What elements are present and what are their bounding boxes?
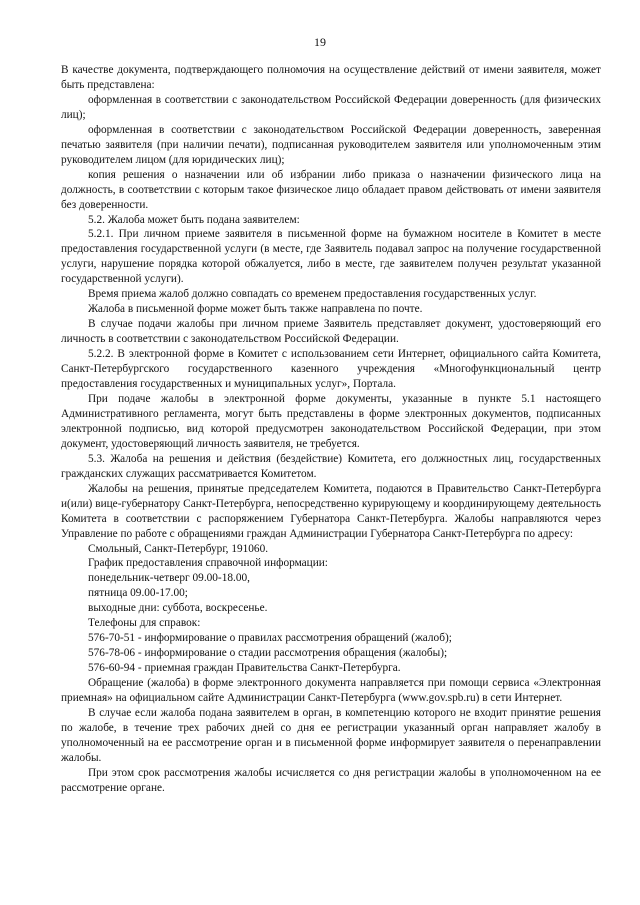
paragraph-legal-entity-power-of-attorney: оформленная в соответствии с законодательством Российской Федерации доверенность, заверенная печатью заявителя (при наличии печати), подписанная руководителем заявителя или уполномоченным этим руководителем лицом (для юридических лиц); [61,123,601,166]
paragraph-personal-identity: В случае подачи жалобы при личном приеме Заявитель представляет документ, удостоверяющий его личность в соответствии с законодательством Российской Федерации. [61,318,601,346]
page-number: 19 [314,35,326,49]
phone-status: 576-78-06 - информирование о стадии рассмотрения обращения (жалобы); [88,647,448,660]
paragraph-electronic-documents: При подаче жалобы в электронной форме документы, указанные в пункте 5.1 настоящего Административного регламента, могут быть представлены в форме электронных документов, подписанных электронной подписью, вид которой предусмотрен законодательством Российской Федерации, при этом документ, удостоверяющий личность заявителя, не требуется. [61,392,601,450]
paragraph-5-3: 5.3. Жалоба на решения и действия (бездействие) Комитета, его должностных лиц, государственных гражданских служащих рассматривается Комитетом. [61,452,601,480]
phones-heading: Телефоны для справок: [88,617,201,630]
paragraph-chairman-decisions: Жалобы на решения, принятые председателем Комитета, подаются в Правительство Санкт-Петербурга и(или) вице-губернатору Санкт-Петербурга, непосредственно курирующему и координирующему деятельность Комитета в соответствии с распоряжением Губернатора Санкт-Петербурга. Жалобы направляются через Управление по работе с обращениями граждан Администрации Губернатора Санкт-Петербурга по адресу: [61,482,601,540]
schedule-weekend: выходные дни: суббота, воскресенье. [88,602,268,615]
document-body [61,63,601,796]
phone-rules: 576-70-51 - информирование о правилах рассмотрения обращений (жалоб); [88,632,452,645]
paragraph-electronic-reception: Обращение (жалоба) в форме электронного документа направляется при помощи сервиса «Электронная приемная» на официальном сайте Администрации Санкт-Петербурга (www.gov.spb.ru) в сети Интернет. [61,677,601,705]
schedule-mon-thu: понедельник-четверг 09.00-18.00, [88,572,250,585]
paragraph-mail-complaint: Жалоба в письменной форме может быть также направлена по почте. [88,303,423,316]
paragraph-reception-time: Время приема жалоб должно совпадать со временем предоставления государственных услуг. [88,288,537,301]
paragraph-5-2-2: 5.2.2. В электронной форме в Комитет с использованием сети Интернет, официального сайта Комитета, Санкт-Петербургского государственного казенного учреждения «Многофункциональный центр предоставления государственных и муниципальных услуг», Портала. [61,348,601,391]
paragraph-redirection: В случае если жалоба подана заявителем в орган, в компетенцию которого не входит принятие решения по жалобе, в течение трех рабочих дней со дня ее регистрации указанный орган направляет жалобу в уполномоченный на ее рассмотрение орган и в письменной форме информирует заявителя о перенаправлении жалобы. [61,706,601,764]
schedule-heading: График предоставления справочной информации: [88,557,328,570]
paragraph-5-2-1: 5.2.1. При личном приеме заявителя в письменной форме на бумажном носителе в Комитет в месте предоставления государственной услуги (в месте, где Заявитель подавал запрос на получение государственной услуги, нарушение порядка которой обжалуется, либо в месте, где заявителем получен результат указанной государственной услуги). [61,228,601,286]
schedule-friday: пятница 09.00-17.00; [88,587,188,600]
paragraph-review-period: При этом срок рассмотрения жалобы исчисляется со дня регистрации жалобы в уполномоченном на ее рассмотрение органе. [61,766,601,794]
paragraph-appointment-decision: копия решения о назначении или об избрании либо приказа о назначении физического лица на должность, в соответствии с которым такое физическое лицо обладает правом действовать от имени заявителя без доверенности. [61,168,601,211]
address-line: Смольный, Санкт-Петербург, 191060. [88,542,269,555]
phone-reception: 576-60-94 - приемная граждан Правительства Санкт-Петербурга. [88,662,401,675]
paragraph-authority-documents: В качестве документа, подтверждающего полномочия на осуществление действий от имени заявителя, может быть представлена: [61,64,601,91]
paragraph-5-2: 5.2. Жалоба может быть подана заявителем: [88,213,300,226]
paragraph-individual-power-of-attorney: оформленная в соответствии с законодательством Российской Федерации доверенность (для физических лиц); [61,93,601,121]
